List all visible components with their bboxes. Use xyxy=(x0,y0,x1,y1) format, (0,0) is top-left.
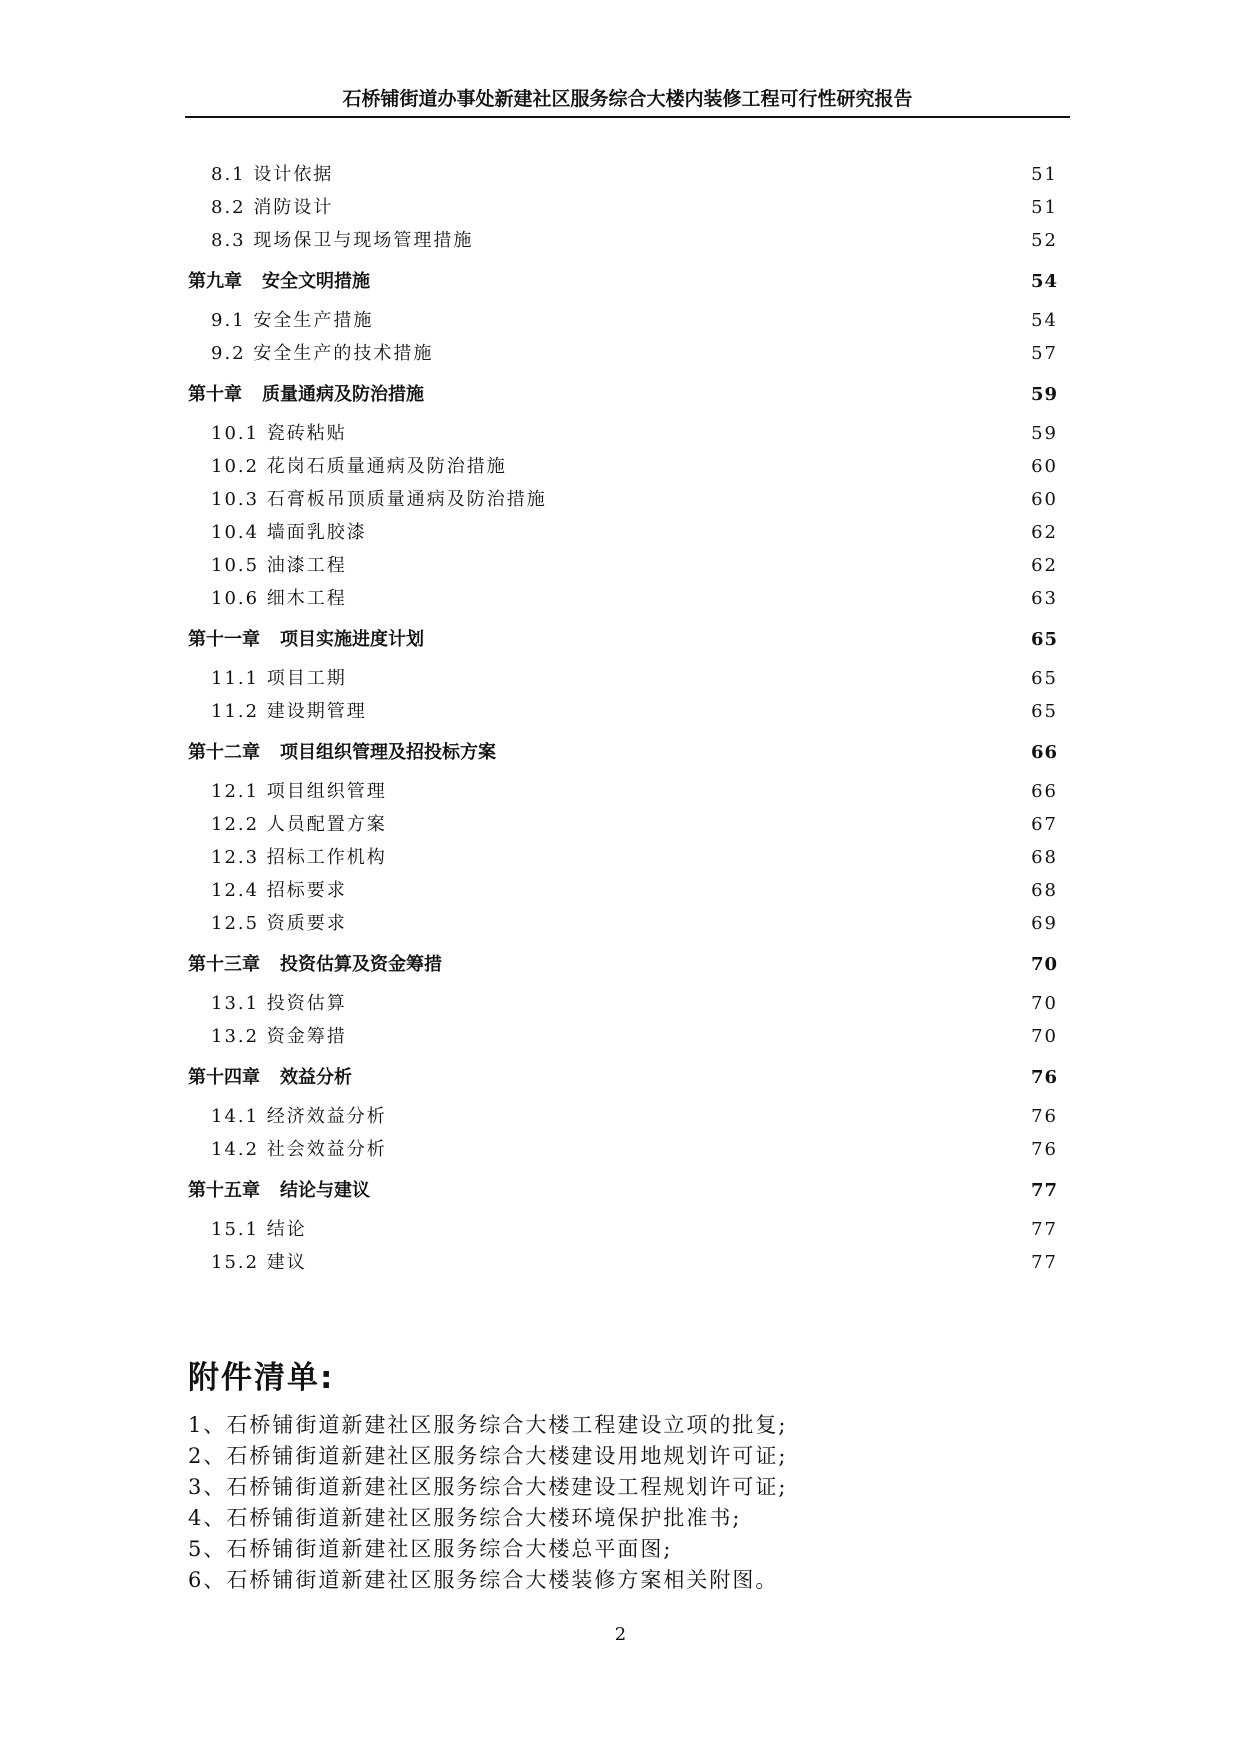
toc-dot-leader xyxy=(311,1250,1027,1268)
toc-dot-leader xyxy=(351,991,1027,1009)
toc-page-number: 77 xyxy=(1031,1219,1058,1240)
toc-section-label: 12.1 项目组织管理 xyxy=(211,781,387,802)
toc-chapter-title: 效益分析 xyxy=(280,1067,352,1088)
toc-chapter-title: 安全文明措施 xyxy=(262,271,370,292)
toc-page-number: 52 xyxy=(1031,230,1058,251)
toc-page-number: 69 xyxy=(1031,913,1058,934)
toc-section-entry[interactable] xyxy=(188,662,1058,695)
toc-dot-leader xyxy=(351,911,1027,929)
toc-page-number: 54 xyxy=(1031,310,1058,331)
toc-section-label: 12.5 资质要求 xyxy=(211,913,347,934)
toc-dot-leader xyxy=(351,666,1027,684)
toc-section-entry[interactable] xyxy=(188,1100,1058,1133)
toc-section-label: 14.2 社会效益分析 xyxy=(211,1139,387,1160)
page-number: 2 xyxy=(614,1624,627,1645)
toc-chapter-number: 第十五章 xyxy=(188,1180,260,1201)
toc-chapter-number: 第十三章 xyxy=(188,954,260,975)
appendix-title: 附件清单: xyxy=(188,1360,335,1396)
toc-page-number: 65 xyxy=(1031,701,1058,722)
toc-dot-leader xyxy=(391,1137,1027,1155)
appendix-item: 2、石桥铺街道新建社区服务综合大楼建设用地规划许可证; xyxy=(188,1444,788,1468)
toc-section-entry[interactable] xyxy=(188,582,1058,615)
toc-section-entry[interactable] xyxy=(188,1246,1058,1279)
toc-section-label: 9.1 安全生产措施 xyxy=(211,310,374,331)
toc-page-number: 63 xyxy=(1031,588,1058,609)
toc-section-label: 8.1 设计依据 xyxy=(211,164,334,185)
toc-dot-leader xyxy=(500,740,1027,758)
toc-dot-leader xyxy=(391,812,1027,830)
toc-section-entry[interactable] xyxy=(188,987,1058,1020)
header-rule xyxy=(185,116,1070,118)
toc-section-entry[interactable] xyxy=(188,1020,1058,1053)
toc-chapter-number: 第十二章 xyxy=(188,742,260,763)
toc-section-entry[interactable] xyxy=(188,808,1058,841)
toc-page-number: 68 xyxy=(1031,847,1058,868)
toc-section-label: 10.4 墙面乳胶漆 xyxy=(211,522,367,543)
toc-chapter-number: 第十一章 xyxy=(188,629,260,650)
toc-dot-leader xyxy=(351,421,1027,439)
toc-dot-leader xyxy=(391,779,1027,797)
toc-section-label: 13.1 投资估算 xyxy=(211,993,347,1014)
toc-section-label: 8.2 消防设计 xyxy=(211,197,334,218)
toc-section-entry[interactable] xyxy=(188,907,1058,940)
toc-section-label: 12.3 招标工作机构 xyxy=(211,847,387,868)
toc-section-label: 10.6 细木工程 xyxy=(211,588,347,609)
toc-section-entry[interactable] xyxy=(188,695,1058,728)
running-header: 石桥铺街道办事处新建社区服务综合大楼内装修工程可行性研究报告 xyxy=(342,88,913,110)
toc-section-entry[interactable] xyxy=(188,516,1058,549)
toc-section-label: 9.2 安全生产的技术措施 xyxy=(211,343,434,364)
toc-dot-leader xyxy=(437,341,1027,359)
toc-section-entry[interactable] xyxy=(188,224,1058,257)
toc-dot-leader xyxy=(311,1217,1027,1235)
toc-chapter-entry[interactable] xyxy=(188,617,1058,662)
toc-page-number: 77 xyxy=(1031,1252,1058,1273)
toc-section-entry[interactable] xyxy=(188,191,1058,224)
toc-dot-leader xyxy=(374,269,1027,287)
toc-section-entry[interactable] xyxy=(188,874,1058,907)
toc-chapter-title: 项目组织管理及招投标方案 xyxy=(280,742,496,763)
toc-section-entry[interactable] xyxy=(188,1213,1058,1246)
toc-dot-leader xyxy=(428,627,1027,645)
toc-section-label: 11.2 建设期管理 xyxy=(211,701,367,722)
toc-section-label: 10.5 油漆工程 xyxy=(211,555,347,576)
appendix-item: 5、石桥铺街道新建社区服务综合大楼总平面图; xyxy=(188,1537,673,1561)
toc-page-number: 54 xyxy=(1030,271,1058,292)
toc-chapter-number: 第十章 xyxy=(188,384,242,405)
toc-section-label: 10.1 瓷砖粘贴 xyxy=(211,423,347,444)
toc-dot-leader xyxy=(391,1104,1027,1122)
toc-page-number: 77 xyxy=(1030,1180,1058,1201)
toc-section-label: 12.2 人员配置方案 xyxy=(211,814,387,835)
appendix-item: 1、石桥铺街道新建社区服务综合大楼工程建设立项的批复; xyxy=(188,1413,788,1437)
toc-section-label: 15.2 建议 xyxy=(211,1252,307,1273)
toc-section-entry[interactable] xyxy=(188,841,1058,874)
toc-chapter-title: 投资估算及资金筹措 xyxy=(280,954,442,975)
toc-section-entry[interactable] xyxy=(188,775,1058,808)
toc-page-number: 66 xyxy=(1030,742,1058,763)
toc-section-entry[interactable] xyxy=(188,337,1058,370)
toc-section-entry[interactable] xyxy=(188,304,1058,337)
toc-section-entry[interactable] xyxy=(188,417,1058,450)
toc-page-number: 57 xyxy=(1031,343,1058,364)
toc-chapter-entry[interactable] xyxy=(188,730,1058,775)
toc-chapter-entry[interactable] xyxy=(188,259,1058,304)
toc-dot-leader xyxy=(351,878,1027,896)
toc-chapter-title: 结论与建议 xyxy=(280,1180,370,1201)
toc-dot-leader xyxy=(356,1065,1027,1083)
toc-section-label: 8.3 现场保卫与现场管理措施 xyxy=(211,230,474,251)
toc-dot-leader xyxy=(477,228,1027,246)
toc-page-number: 51 xyxy=(1031,197,1058,218)
toc-chapter-entry[interactable] xyxy=(188,942,1058,987)
toc-section-label: 14.1 经济效益分析 xyxy=(211,1106,387,1127)
toc-dot-leader xyxy=(371,699,1027,717)
toc-page-number: 70 xyxy=(1031,993,1058,1014)
toc-page-number: 60 xyxy=(1031,489,1058,510)
toc-page-number: 70 xyxy=(1030,954,1058,975)
toc-chapter-number: 第十四章 xyxy=(188,1067,260,1088)
appendix-list xyxy=(188,1410,1068,1596)
toc-dot-leader xyxy=(374,1178,1027,1196)
toc-dot-leader xyxy=(351,553,1027,571)
toc-page-number: 66 xyxy=(1031,781,1058,802)
toc-dot-leader xyxy=(351,1024,1027,1042)
toc-page-number: 67 xyxy=(1031,814,1058,835)
toc-section-label: 11.1 项目工期 xyxy=(211,668,347,689)
toc-page-number: 62 xyxy=(1031,555,1058,576)
toc-section-entry[interactable] xyxy=(188,158,1058,191)
appendix-item: 3、石桥铺街道新建社区服务综合大楼建设工程规划许可证; xyxy=(188,1475,788,1499)
toc-dot-leader xyxy=(511,454,1027,472)
toc-dot-leader xyxy=(371,520,1027,538)
toc-section-label: 15.1 结论 xyxy=(211,1219,307,1240)
toc-chapter-entry[interactable] xyxy=(188,372,1058,417)
toc-dot-leader xyxy=(337,195,1027,213)
toc-section-label: 10.3 石膏板吊顶质量通病及防治措施 xyxy=(211,489,547,510)
toc-page-number: 59 xyxy=(1031,423,1058,444)
appendix-item: 6、石桥铺街道新建社区服务综合大楼装修方案相关附图。 xyxy=(188,1568,779,1592)
toc-dot-leader xyxy=(428,382,1027,400)
toc-dot-leader xyxy=(377,308,1027,326)
toc-section-label: 10.2 花岗石质量通病及防治措施 xyxy=(211,456,507,477)
table-of-contents xyxy=(188,158,1058,1279)
toc-section-label: 12.4 招标要求 xyxy=(211,880,347,901)
toc-page-number: 62 xyxy=(1031,522,1058,543)
toc-page-number: 70 xyxy=(1031,1026,1058,1047)
toc-chapter-entry[interactable] xyxy=(188,1168,1058,1213)
toc-section-entry[interactable] xyxy=(188,450,1058,483)
toc-chapter-title: 质量通病及防治措施 xyxy=(262,384,424,405)
toc-page-number: 51 xyxy=(1031,164,1058,185)
toc-page-number: 65 xyxy=(1030,629,1058,650)
toc-dot-leader xyxy=(351,586,1027,604)
toc-page-number: 76 xyxy=(1031,1106,1058,1127)
toc-section-entry[interactable] xyxy=(188,549,1058,582)
toc-page-number: 68 xyxy=(1031,880,1058,901)
toc-section-label: 13.2 资金筹措 xyxy=(211,1026,347,1047)
toc-page-number: 60 xyxy=(1031,456,1058,477)
toc-dot-leader xyxy=(446,952,1027,970)
toc-page-number: 59 xyxy=(1030,384,1058,405)
toc-dot-leader xyxy=(391,845,1027,863)
toc-section-entry[interactable] xyxy=(188,1133,1058,1166)
toc-page-number: 65 xyxy=(1031,668,1058,689)
toc-chapter-title: 项目实施进度计划 xyxy=(280,629,424,650)
toc-dot-leader xyxy=(337,162,1027,180)
toc-section-entry[interactable] xyxy=(188,483,1058,516)
toc-dot-leader xyxy=(551,487,1027,505)
appendix-item: 4、石桥铺街道新建社区服务综合大楼环境保护批准书; xyxy=(188,1506,742,1530)
toc-chapter-number: 第九章 xyxy=(188,271,242,292)
toc-page-number: 76 xyxy=(1030,1067,1058,1088)
toc-chapter-entry[interactable] xyxy=(188,1055,1058,1100)
toc-page-number: 76 xyxy=(1031,1139,1058,1160)
